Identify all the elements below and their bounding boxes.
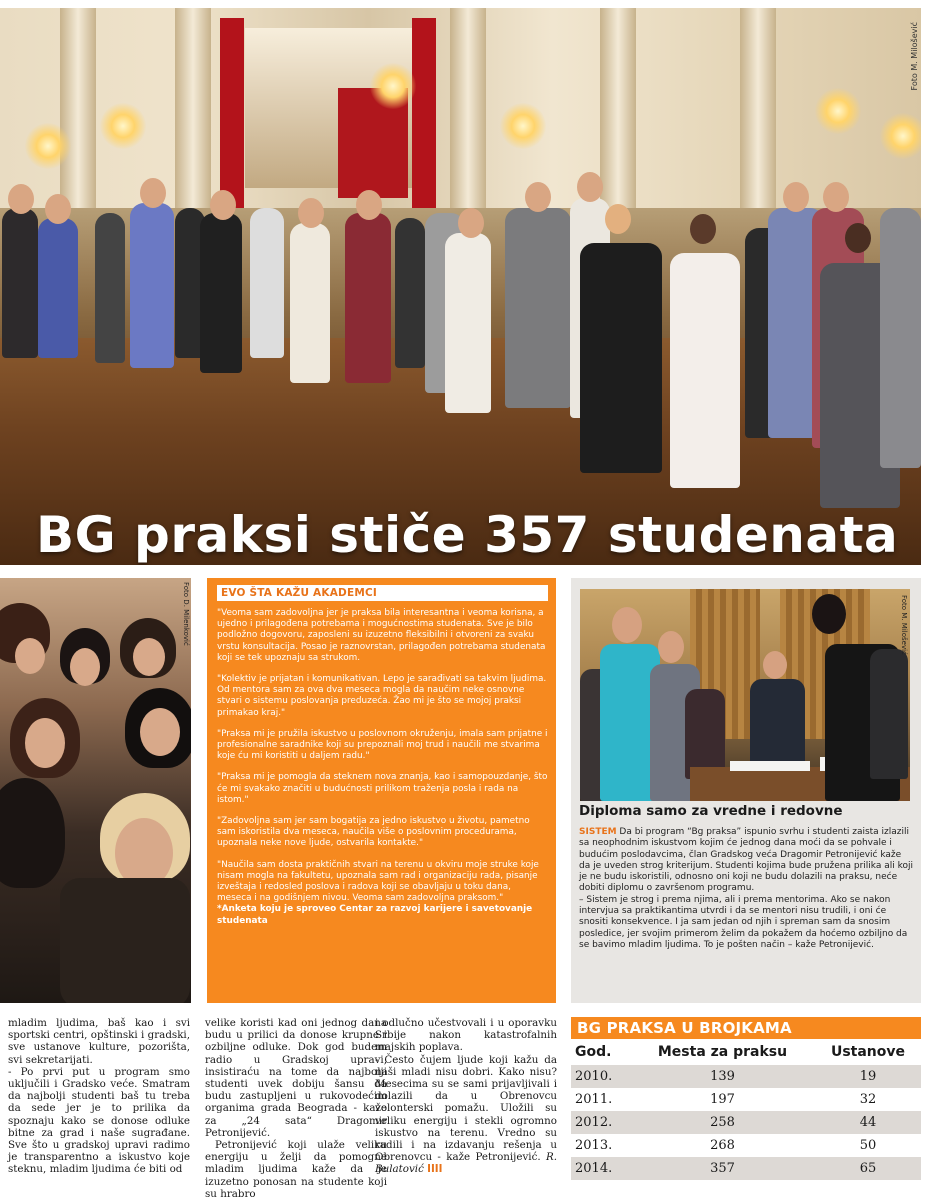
- person: [200, 213, 242, 373]
- quotes-box: [207, 578, 556, 1003]
- article-text: - Često čujem ljude koji kažu da naši mladi nisu dobri. Kako nisu? Mesecima su se sami prijavljivali i dolazili da u Obrenovcu volonterski pomažu. Uložili su veliku energiju i stekli ogromno iskustvo na terenu. Vredno su radili i na izdavanju rešenja u Obrenovcu - kaže Petronijević.: [375, 1053, 557, 1164]
- quote: "Praksa mi je pružila iskustvo u poslovnom okruženju, imala sam prijatne i profesionalne saradnike koji su prepoznali moj trud i naučili me stvarima koje ću mi koristiti u daljem radu.": [217, 728, 548, 762]
- sidebar-box: [571, 578, 921, 1003]
- crowd: [0, 168, 921, 498]
- year-cell: 2011.: [571, 1088, 630, 1111]
- diploma-photo: [580, 589, 910, 801]
- photo-credit: Foto M. Milošević: [910, 22, 919, 91]
- article-paragraph: i odlučno učestvovali i u oporavku Srbije nakon katastrofalnih majskih poplava.: [375, 1017, 557, 1054]
- person-head: [210, 190, 236, 220]
- diploma-paper: [730, 761, 810, 771]
- year-cell: 2010.: [571, 1065, 630, 1088]
- person: [2, 208, 38, 358]
- person-head: [8, 184, 34, 214]
- places-cell: 357: [630, 1157, 815, 1180]
- person: [290, 223, 330, 383]
- quote: "Kolektiv je prijatan i komunikativan. Lepo je sarađivati sa takvim ljudima. Od mentora sam za ova dva meseca mogla da naučim neke osnovne stvari o sistemu poslovanja preduzeća. Žao mi je što se mojoj praksi primakao kraj.": [217, 674, 547, 718]
- person-head: [763, 651, 787, 679]
- column-header: God.: [575, 1044, 612, 1060]
- sidebar-text: [579, 827, 913, 951]
- sidebar-kicker: SISTEM: [579, 827, 617, 837]
- article-paragraph: [375, 1054, 557, 1176]
- column-header: Mesta za praksu: [657, 1044, 788, 1060]
- person-face: [70, 648, 100, 686]
- person: [250, 208, 284, 358]
- author-signature: R. Bulatović: [375, 1151, 557, 1176]
- person: [345, 213, 391, 383]
- article-paragraph: mladim ljudima, baš kao i svi sportski centri, opštinski i gradski, sve ustanove kulture, pozorišta, svi sekretarijati.: [8, 1017, 190, 1066]
- survey-footnote: *Anketa koju je sproveo Centar za razvoj karijere i savetovanje studenata: [217, 904, 533, 926]
- end-mark: IIII: [427, 1163, 443, 1176]
- column-header: Ustanove: [830, 1044, 906, 1060]
- year-cell: 2013.: [571, 1134, 630, 1157]
- chandelier-light: [815, 88, 861, 134]
- person-head: [458, 208, 484, 238]
- person-hair: [0, 778, 65, 888]
- year-cell: 2012.: [571, 1111, 630, 1134]
- article-column: [375, 1017, 557, 1176]
- person-head: [45, 194, 71, 224]
- quotes-heading: EVO ŠTA KAŽU AKADEMCI: [217, 585, 548, 601]
- article-paragraph: velike koristi kad oni jednog dana budu u prilici da donose krupne i ozbiljne odluke. Dok god budem radio u Gradskoj upravi, insistiraću na tome da najbolji studenti uvek dobiju šansu da budu zastupljeni u rukovodećim organima grada Beograda - kaže za „24 sata“ Dragomir Petronijević.: [205, 1017, 387, 1139]
- table-row: [571, 1088, 921, 1111]
- stats-table-box: [571, 1017, 921, 1182]
- person-face: [25, 718, 65, 768]
- table-row: [571, 1134, 921, 1157]
- person-head: [577, 172, 603, 202]
- person-head: [612, 607, 642, 643]
- person-head: [658, 631, 684, 663]
- places-cell: 268: [630, 1134, 815, 1157]
- person: [670, 253, 740, 488]
- sidebar-title: Diploma samo za vredne i redovne: [579, 803, 843, 819]
- stats-table: [571, 1039, 921, 1180]
- chandelier-light: [100, 103, 146, 149]
- person: [38, 218, 78, 358]
- chandelier-light: [500, 103, 546, 149]
- person: [870, 649, 908, 779]
- person: [685, 689, 725, 779]
- institutions-cell: 65: [815, 1157, 921, 1180]
- quote: "Naučila sam dosta praktičnih stvari na terenu u okviru moje struke koje nisam mogla na fakultetu, upoznala sam rad i organizaciju rada, pisanje izveštaja i redosled poslova i radova koji se obavljaju u toku dana, meseca i na godišnjem nivou. Veoma sam zadovoljna praksom.": [217, 859, 539, 904]
- person-head: [356, 190, 382, 220]
- table-row: [571, 1111, 921, 1134]
- places-cell: 197: [630, 1088, 815, 1111]
- article-column: [205, 1017, 387, 1200]
- quote: "Praksa mi je pomogla da steknem nova znanja, kao i samopouzdanje, što će mi svakako značiti u budućnosti prilikom traženja posla i rada na istom.": [217, 772, 548, 805]
- person-head: [140, 178, 166, 208]
- person: [580, 243, 662, 473]
- person-head: [690, 214, 716, 244]
- places-cell: 139: [630, 1065, 815, 1088]
- article-paragraph: Petronijević koji ulaže veliku energiju u želji da pomogne mladim ljudima kaže da je izuzetno ponosan na studente koji su hrabro: [205, 1139, 387, 1200]
- stats-title: BG PRAKSA U BROJKAMA: [571, 1017, 921, 1039]
- photo-credit: Foto M. Milošević: [900, 595, 908, 655]
- person-head: [812, 594, 846, 634]
- person: [130, 203, 174, 368]
- sidebar-paragraph: – Sistem je strog i prema njima, ali i prema mentorima. Ako se nakon intervjua sa praktikantima utvrdi i da se mentori nisu trudili, i oni će snositi konsekvence. I ja sam jedan od njih i spreman sam da snosim posledice, jer svojim primerom želim da pokažem da hoćemo ozbiljno da se bavimo mladim ljudima. To je pošten način – kaže Petronijević.: [579, 894, 908, 950]
- person-head: [783, 182, 809, 212]
- table-row: [571, 1065, 921, 1088]
- chandelier-light: [370, 63, 416, 109]
- photo-credit: Foto D. Milenković: [182, 582, 190, 646]
- person-head: [605, 204, 631, 234]
- person-head: [823, 182, 849, 212]
- chandelier-light: [880, 113, 921, 159]
- article-paragraph: - Po prvi put u program smo uključili i Gradsko veće. Smatram da najbolji studenti baš tu treba da sede jer je to prilika da spoznaju kako se donose odluke bitne za grad i naše sugrađane. Sve što u gradskoj upravi radimo je transparentno a iskustvo koje steknu, mladim ljudima će biti od: [8, 1065, 190, 1176]
- quote: "Veoma sam zadovoljna jer je praksa bila interesantna i veoma korisna, a ujedno i prilagođena potrebama i mogućnostima studenata. Sve je bilo podložno dogovoru, zaposleni su izuzetno fleksibilni i otvoreni za svaku vrstu konsultacija. Posao je raznovrstan, prilagođen potrebama studenata koji se tek upoznaju sa strukom.: [217, 608, 546, 663]
- institutions-cell: 50: [815, 1134, 921, 1157]
- person-head: [845, 223, 871, 253]
- students-photo: [0, 578, 191, 1003]
- table-row: [571, 1157, 921, 1180]
- person: [95, 213, 125, 363]
- person: [505, 208, 571, 408]
- places-cell: 258: [630, 1111, 815, 1134]
- year-cell: 2014.: [571, 1157, 630, 1180]
- person: [395, 218, 425, 368]
- headline: BG praksi stiče 357 studenata: [36, 506, 899, 564]
- institutions-cell: 19: [815, 1065, 921, 1088]
- hero-photo: [0, 8, 921, 565]
- institutions-cell: 44: [815, 1111, 921, 1134]
- person-clothes: [60, 878, 190, 1003]
- person-head: [525, 182, 551, 212]
- quote: "Zadovoljna sam jer sam bogatija za jedno iskustvo u životu, pametno sam iskoristila dva meseca, naučila više o poslovnim procedurama, upoznala neke nove ljude, ostvarila kontakte.": [217, 816, 530, 849]
- person-face: [15, 638, 45, 674]
- person-head: [298, 198, 324, 228]
- institutions-cell: 32: [815, 1088, 921, 1111]
- person: [445, 233, 491, 413]
- sidebar-paragraph: Da bi program “Bg praksa” ispunio svrhu i studenti zaista izlazili sa neophodnim iskustvom kojim će jednog dana moći da se pohvale i budućim poslodavcima, član Gradskog veća Dragomir Petronijević kaže da je uveden strog kriterijum. Studenti kojima bude pružena prilika ali koji je ne budu iskoristili, odnosno oni koji ne budu dolazili na praksu, neće dobiti diplomu o završenom programu.: [579, 827, 913, 894]
- person-face: [133, 638, 165, 676]
- person: [880, 208, 921, 468]
- person-face: [140, 708, 180, 756]
- article-column: [8, 1017, 190, 1176]
- chandelier-light: [25, 123, 71, 169]
